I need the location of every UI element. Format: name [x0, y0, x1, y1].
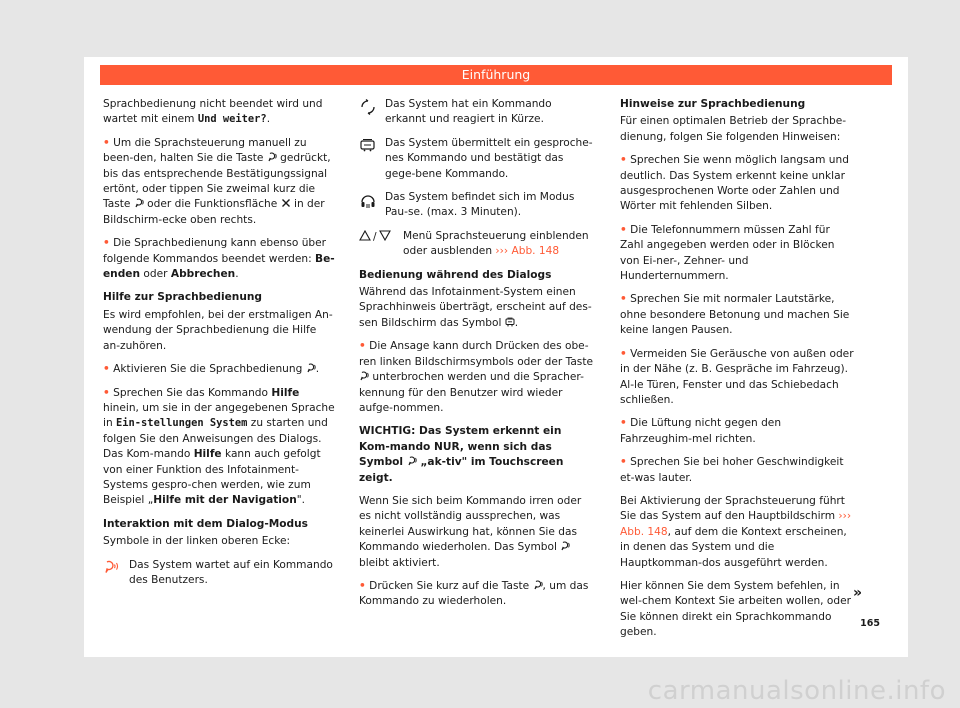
symbol-row — [359, 229, 594, 260]
bullet-icon: • — [103, 386, 110, 399]
paragraph: Es wird empfohlen, bei der erstmaligen An-wendung der Sprachbedienung die Hilfe an-zuhören. — [103, 308, 333, 352]
column-1 — [103, 97, 336, 596]
symbol-row — [359, 190, 594, 221]
voice-button-icon — [359, 371, 369, 381]
toggle-menu-icons — [359, 229, 403, 246]
paragraph: • Um die Sprachsteuerung manuell zu been-den, halten Sie die Taste gedrückt, bis das entsprechende Bestätigungssignal ertönt, oder tippen Sie zweimal kurz die Taste oder die Funktionsfläche in der Bildschirm-ecke oben rechts. — [103, 136, 331, 226]
list-item: • Die Lüftung nicht gegen den Fahrzeughim-mel richten. — [620, 417, 782, 445]
list-item: • Sprechen Sie mit normaler Lautstärke, ohne besondere Betonung und machen Sie keine langen Pausen. — [620, 293, 850, 337]
continued-arrow-icon: » — [852, 585, 862, 601]
bullet-icon: • — [620, 417, 627, 430]
symbol-description: Das System befindet sich im Modus Pau-se. (max. 3 Minuten). — [385, 191, 575, 219]
subheading: Interaktion mit dem Dialog-Modus — [103, 517, 308, 530]
bullet-icon: • — [359, 340, 366, 353]
subheading: Hinweise zur Sprachbedienung — [620, 98, 806, 110]
paragraph-important: WICHTIG: Das System erkennt ein Kom-mando NUR, wenn sich das Symbol „ak-tiv" im Touchscreen zeigt. — [359, 425, 564, 484]
voice-button-icon — [560, 541, 570, 551]
symbol-description: Menü Sprachsteuerung einblenden oder ausblenden ››› Abb. 148 — [403, 229, 589, 258]
bullet-icon: • — [620, 293, 627, 306]
list-item: • Sprechen Sie bei hoher Geschwindigkeit et-was lauter. — [620, 456, 844, 484]
paragraph: • Aktivieren Sie die Sprachbedienung . — [103, 363, 320, 376]
close-x-icon — [281, 198, 291, 208]
paragraph: • Die Ansage kann durch Drücken des obe-ren linken Bildschirmsymbols oder der Taste unterbrochen werden und die Spracher-kennung für den Benutzer wird wieder aufge-nommen. — [359, 340, 594, 414]
symbol-row — [359, 136, 594, 182]
triangle-up-icon — [359, 230, 371, 246]
voice-button-icon — [407, 456, 417, 466]
symbol-description: Das System übermittelt ein gesproche-nes Kommando und bestätigt das gege-bene Kommando. — [385, 136, 593, 180]
page-number: 165 — [860, 618, 880, 629]
column-2 — [359, 97, 594, 618]
voice-button-icon — [533, 580, 543, 590]
figure-reference-link[interactable]: ››› Abb. 148 — [495, 245, 560, 258]
voice-speaking-icon — [505, 317, 515, 327]
bullet-icon: • — [103, 363, 110, 376]
paragraph: Hier können Sie dem System befehlen, in wel-chem Kontext Sie arbeiten wollen, oder Sie können direkt ein Sprachkommando geben. — [620, 579, 851, 639]
list-item: • Sprechen Sie wenn möglich langsam und deutlich. Das System erkennt keine unklar ausgesprochenen Worte oder Zahlen und Wörter mit fehlenden Silben. — [620, 154, 849, 213]
bullet-icon: • — [620, 347, 627, 360]
symbol-description: Das System hat ein Kommando erkannt und reagiert in Kürze. — [385, 98, 552, 126]
bullet-icon: • — [103, 237, 110, 250]
subheading: Bedienung während des Dialogs — [359, 268, 552, 281]
voice-recognized-icon — [359, 97, 385, 115]
paragraph: Bei Aktivierung der Sprachsteuerung führt Sie das System auf den Hauptbildschirm ››› Abb. 148, auf dem die Kontext erscheinen, in denen das System und die Hauptkomman-dos ausgeführt werden. — [620, 494, 852, 569]
voice-button-icon — [267, 152, 277, 162]
column-3 — [620, 97, 856, 649]
paragraph: • Die Sprachbedienung kann ebenso über folgende Kommandos beendet werden: Be-enden oder Abbrechen. — [103, 237, 335, 281]
figure-reference-link[interactable]: ››› Abb. 148 — [620, 510, 852, 538]
symbol-row — [359, 97, 594, 128]
paragraph: Während das Infotainment-System einen Sprachhinweis überträgt, erscheint auf des-sen Bildschirm das Symbol . — [359, 286, 592, 329]
section-header: Einführung — [100, 65, 892, 85]
paragraph: • Drücken Sie kurz auf die Taste , um das Kommando zu wiederholen. — [359, 579, 589, 608]
paragraph: Für einen optimalen Betrieb der Sprachbe-dienung, folgen Sie folgenden Hinweisen: — [620, 115, 847, 143]
paragraph: Sprachbedienung nicht beendet wird und wartet mit einem Und weiter?. — [103, 98, 323, 126]
bullet-icon: • — [620, 223, 627, 236]
voice-button-icon — [306, 363, 316, 373]
voice-button-icon — [134, 198, 144, 208]
bullet-icon: • — [103, 136, 110, 149]
symbol-description: Das System wartet auf ein Kommando des Benutzers. — [129, 558, 333, 586]
paragraph: Wenn Sie sich beim Kommando irren oder es nicht vollständig aussprechen, was keinerlei Auswirkung hat, können Sie das Kommando wiederholen. Das Symbol bleibt aktiviert. — [359, 494, 582, 569]
voice-listening-icon — [103, 558, 129, 574]
paragraph: • Sprechen Sie das Kommando Hilfe hinein, um sie in der angegebenen Sprache in Ein-stellungen System zu starten und folgen Sie den Anweisungen des Dialogs. Das Kom-mando Hilfe kann auch gefolgt von einer Funktion des Infotainment-Systems gespro-chen werden, wie zum Beispiel „Hilfe mit der Navigation". — [103, 386, 335, 507]
symbol-row — [103, 558, 336, 589]
subheading: Hilfe zur Sprachbedienung — [103, 291, 263, 304]
voice-pause-icon — [359, 190, 385, 210]
paragraph: Symbole in der linken oberen Ecke: — [103, 535, 291, 548]
separator-slash: / — [373, 231, 377, 244]
manual-page — [84, 57, 908, 657]
voice-speaking-icon — [359, 136, 385, 152]
bullet-icon: • — [620, 154, 627, 167]
bullet-icon: • — [359, 579, 366, 592]
watermark: carmanualsonline.info — [647, 676, 946, 706]
bullet-icon: • — [620, 456, 627, 469]
list-item: • Vermeiden Sie Geräusche von außen oder in der Nähe (z. B. Gespräche im Fahrzeug). Al-le Türen, Fenster und das Schiebedach schließen. — [620, 347, 854, 406]
triangle-down-icon — [379, 230, 391, 246]
list-item: • Die Telefonnummern müssen Zahl für Zahl angegeben werden oder in Blöcken von Ei-ner-, Zehner- und Hunderternummern. — [620, 223, 835, 283]
